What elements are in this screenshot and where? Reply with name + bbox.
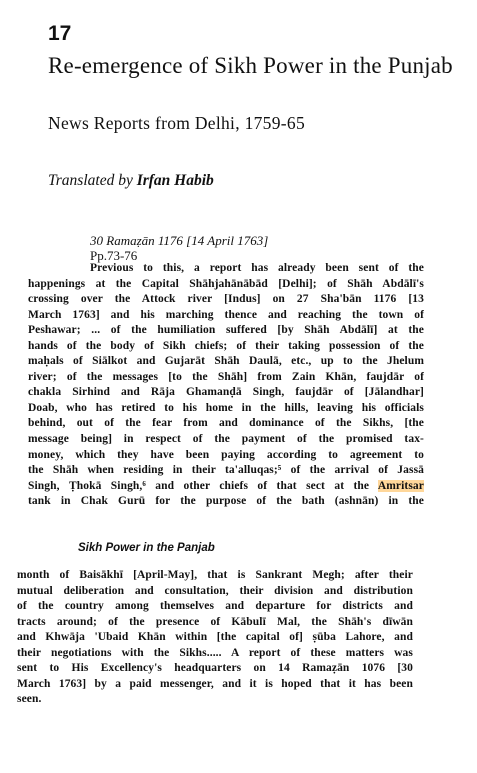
chapter-number: 17: [48, 22, 72, 45]
text-line: happenings at the Capital Shāhjahānābād [Delhi]; of Shāh Abdālī's: [28, 277, 424, 290]
text-line: maḥals of Siālkot and Gujarāt Shāh Daulā, etc., up to the Jhelum: [28, 355, 424, 368]
text-line: their negotiations with the Sikhs..... A report of these matters was: [17, 646, 413, 659]
text-line: Previous to this, a report has already been sent of the: [90, 262, 424, 274]
text-line: behind, out of the fear from and dominance of the Sikhs, [the: [28, 417, 424, 430]
text-line: the Shāh when residing in their ta'alluqas;⁵ of the arrival of Jassā: [28, 464, 424, 477]
byline-prefix: Translated by: [48, 172, 133, 189]
text-line: tank in Chak Gurū for the purpose of the bath (ashnān) in the: [28, 495, 424, 508]
text-line: Peshawar; ... of the humiliation suffered [by Shāh Abdālī] at the: [28, 324, 424, 337]
text-segment: Singh, Ṭhokā Singh,⁶ and other chiefs of that sect at the: [28, 479, 378, 492]
text-line: of the country among themselves and departure for districts and: [17, 600, 413, 613]
paragraph-2: [17, 568, 413, 708]
text-line: hands of the body of Sikh chiefs; of their taking possession of the: [28, 339, 424, 352]
text-line: message being] in respect of the payment of the promised tax-: [28, 433, 424, 446]
highlighted-word: Amritsar: [377, 479, 424, 492]
entry-date: 30 Ramaẓān 1176 [14 April 1763]: [90, 233, 269, 248]
text-line: crossing over the Attock river [Indus] on 27 Sha'bān 1176 [13: [28, 293, 424, 306]
text-line: March 1763] and his marching thence and reaching the town of: [28, 308, 424, 321]
text-line: seen.: [17, 693, 42, 706]
chapter-subtitle: News Reports from Delhi, 1759-65: [48, 113, 305, 133]
text-line: chakla Sirhind and Rāja Ghamanḍā Singh, faujdār of [Jālandhar]: [28, 386, 424, 399]
byline-name: Irfan Habib: [136, 172, 214, 189]
page-reference: Pp.73-76: [90, 248, 138, 263]
text-line: sent to His Excellency's headquarters on 14 Ramaẓān 1076 [30: [17, 662, 413, 675]
paragraph-1: [28, 261, 424, 510]
text-line: money, which they have been paying according to agreement to: [28, 448, 424, 461]
text-line: river; of the messages [to the Shāh] from Zain Khān, faujdār of: [28, 370, 424, 383]
text-line: March 1763] by a paid messenger, and it is hoped that it has been: [17, 677, 413, 690]
byline: [48, 171, 214, 191]
text-line: tracts around; of the presence of Kābulī Mal, the Shāh's dīwān: [17, 615, 413, 628]
text-line: [28, 479, 424, 495]
text-line: mutual deliberation and consultation, their division and distribution: [17, 584, 413, 597]
chapter-title: Re-emergence of Sikh Power in the Punjab: [48, 53, 453, 78]
running-head: Sikh Power in the Panjab: [78, 542, 215, 554]
text-line: Doab, who has retired to his home in the hills, leaving his officials: [28, 401, 424, 414]
text-line: month of Baisākhī [April-May], that is Sankrant Megh; after their: [17, 569, 413, 581]
text-line: and Khwāja 'Ubaid Khān within [the capital of] ṣūba Lahore, and: [17, 631, 413, 644]
